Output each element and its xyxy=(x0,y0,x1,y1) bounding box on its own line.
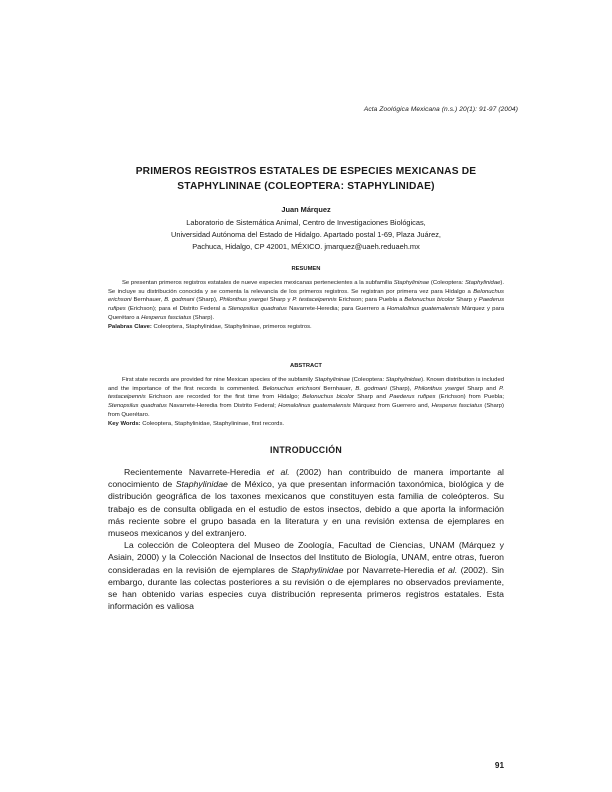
text-run: Márquez y para Querétaro a xyxy=(108,306,504,321)
resumen-text xyxy=(108,279,504,323)
species-name: Staphylinidae xyxy=(465,280,501,286)
body-paragraph-2 xyxy=(108,539,504,612)
text-run-italic: Staphylinidae xyxy=(175,479,228,490)
abstract-heading: ABSTRACT xyxy=(290,363,322,369)
abstract-text xyxy=(108,376,504,420)
species-name: B. godmani xyxy=(164,297,195,304)
author-affiliation xyxy=(100,217,512,254)
text-run-italic: et al. xyxy=(266,467,290,477)
text-run: Recientemente Navarrete-Heredia xyxy=(124,467,267,477)
abstract-block xyxy=(108,376,504,428)
text-run: ). Se incluye su distribución conocida y se comenta la relevancia de los primeros registros. Se registran por primera vez para Hidalgo a xyxy=(108,280,504,295)
text-run: Sharp y xyxy=(454,297,479,304)
keywords-list: Coleoptera, Staphylinidae, Staphylininae, primeros registros. xyxy=(151,323,312,330)
species-name: Stenopsilus quadratus xyxy=(227,306,287,313)
species-name: Belonuchus bicolor xyxy=(404,297,455,304)
species-name: Stenopsilus quadratus xyxy=(108,403,167,410)
text-run-italic: et al. xyxy=(437,564,458,575)
resumen-heading: RESUMEN xyxy=(291,266,321,272)
species-name: Philonthus ysergei xyxy=(219,297,268,304)
text-run: Navarrete-Heredia; para Guerrero a xyxy=(286,306,387,313)
title-line-1: PRIMEROS REGISTROS ESTATALES DE ESPECIES MEXICANAS DE xyxy=(135,166,477,177)
species-name: Hesperus fasciatus xyxy=(431,403,483,410)
text-run: Erichson are recorded for the first time from Hidalgo; xyxy=(145,394,303,401)
text-run: First state records are provided for nine Mexican species of the subfamily xyxy=(122,377,315,383)
species-name: P. testaceipennis xyxy=(292,297,337,304)
species-name: Staphylininae xyxy=(314,377,351,383)
text-run: Se presentan primeros registros estatales de nueve especies mexicanas pertenecientes a la subfamilia xyxy=(122,280,394,286)
text-run: (Sharp), xyxy=(386,385,415,392)
text-run: (Sharp), xyxy=(194,297,220,304)
text-run: de México, ya que presentan información taxonómica, biológica y de distribución geográfica de los taxones mexicanos que constituyen esta familia de coleópteros. Su trabajo es de consulta obligada en el estudio de estos insectos, debido a que aporta la información más reciente sobre el grupo basada en la literatura y en una revisión extensa de ejemplares en museos mexicanos y del extranjero. xyxy=(108,479,504,539)
resumen-keywords xyxy=(108,323,504,332)
text-run: Bernhauer, xyxy=(131,297,165,304)
species-name: P. testaceipennis xyxy=(108,385,504,401)
text-run: (Erichson); para el Distrito Federal a xyxy=(125,306,228,313)
species-name: Homalolinus guatemalensis xyxy=(386,306,460,313)
text-run: ). Known distribution is included and the importance of the first records is commented. xyxy=(108,377,504,392)
affiliation-line-3: Pachuca, Hidalgo, CP 42001, MÉXICO. jmarquez@uaeh.reduaeh.mx xyxy=(192,242,420,252)
text-run: por Navarrete-Heredia xyxy=(343,564,438,575)
keywords-label: Key Words: xyxy=(108,420,141,427)
article-title xyxy=(100,164,512,194)
species-name: Belonuchus erichsoni xyxy=(262,385,321,392)
introduccion-body xyxy=(108,466,504,612)
text-run: Sharp and xyxy=(464,385,500,392)
species-name: Staphylininae xyxy=(393,280,430,286)
species-name: Hesperus fasciatus xyxy=(141,314,192,321)
body-paragraph-1 xyxy=(108,466,504,539)
resumen-block xyxy=(108,279,504,331)
keywords-list: Coleoptera, Staphylinidae, Staphylininae, first records. xyxy=(140,420,285,427)
author-name: Juan Márquez xyxy=(281,205,331,214)
species-name: Belonuchus erichsoni xyxy=(108,288,504,304)
page-number: 91 xyxy=(494,761,504,770)
affiliation-line-2: Universidad Autónoma del Estado de Hidalgo. Apartado postal 1-69, Plaza Juárez, xyxy=(171,230,441,240)
species-name: Belonuchus bicolor xyxy=(302,394,354,401)
introduccion-heading: INTRODUCCIÓN xyxy=(269,445,343,455)
text-run: (Coleoptera: xyxy=(429,280,465,286)
text-run: Márquez from Guerrero and, xyxy=(350,403,432,410)
text-run: (Sharp) from Querétaro. xyxy=(108,403,505,418)
text-run-italic: Staphylinidae xyxy=(291,564,344,575)
species-name: Staphylinidae xyxy=(385,377,422,383)
journal-reference: Acta Zoológica Mexicana (n.s.) 20(1): 91-97 (2004) xyxy=(363,106,518,113)
text-run: Bernhauer, xyxy=(320,385,356,392)
text-run: (2002) han contribuido de manera importante al conocimiento de xyxy=(108,467,504,490)
text-run: (Coleoptera: xyxy=(350,377,386,383)
text-run: La colección de Coleoptera del Museo de Zoología, Facultad de Ciencias, UNAM (Márquez y Asiain, 2000) y la Colección Nacional de Insectos del Instituto de Biología, UNAM, entre otras, fueron consideradas en la revisión de ejemplares de xyxy=(108,540,504,575)
title-line-2: STAPHYLININAE (COLEOPTERA: STAPHYLINIDAE) xyxy=(177,181,435,192)
affiliation-line-1: Laboratorio de Sistemática Animal, Centro de Investigaciones Biológicas, xyxy=(186,218,426,227)
species-name: Paederus rufipes xyxy=(108,297,505,313)
species-name: Paederus rufipes xyxy=(389,394,436,401)
abstract-keywords xyxy=(108,420,504,429)
species-name: B. godmani xyxy=(355,385,387,392)
text-run: (Sharp). xyxy=(191,314,215,321)
text-run: Sharp y xyxy=(267,297,293,304)
text-run: (Erichson) from Puebla; xyxy=(435,394,504,401)
species-name: Homalolinus guatemalensis xyxy=(278,403,351,410)
species-name: Philonthus ysergei xyxy=(414,385,465,392)
text-run: Sharp and xyxy=(353,394,390,401)
text-run: Navarrete-Heredia from Distrito Federal; xyxy=(166,403,279,410)
keywords-label: Palabras Clave: xyxy=(108,323,152,330)
text-run: (2002). Sin embargo, durante las colectas posteriores a su revisión o de ejemplares no observados previamente, se han obtenido varias especies cuya distribución representa primeros registros estatales. Esta información es valiosa xyxy=(108,564,504,612)
text-run: Erichson; para Puebla a xyxy=(336,297,405,304)
